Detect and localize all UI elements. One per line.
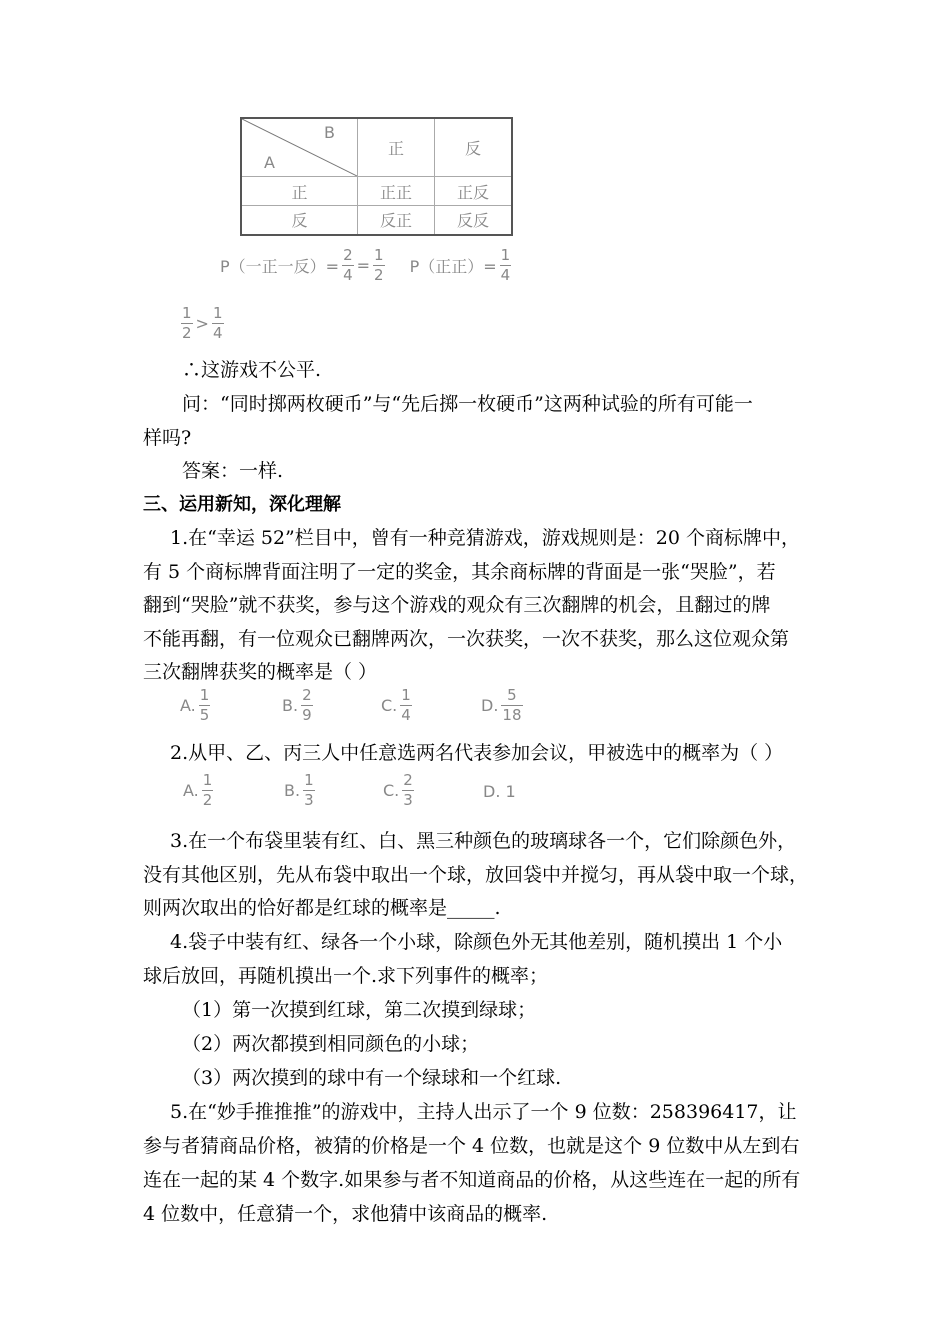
q1-choice-d: D. $\frac{5}{18}$ xyxy=(481,686,522,724)
q1-line: 三次翻牌获奖的概率是（ ） xyxy=(143,661,378,683)
q5-line: 参与者猜商品价格，被猜的价格是一个 4 位数，也就是这个 9 位数中从左到右 xyxy=(143,1135,800,1157)
p2-label: P（正正）= xyxy=(409,257,497,276)
q4-subitem: （2）两次都摸到相同颜色的小球； xyxy=(182,1033,480,1055)
q5-line: 4 位数中，任意猜一个，求他猜中该商品的概率. xyxy=(143,1203,548,1225)
table-cell: 正正 xyxy=(358,177,435,206)
q4-line: 4.袋子中装有红、绿各一个小球，除颜色外无其他差别，随机摸出 1 个小 xyxy=(170,931,783,953)
q3-line: 3.在一个布袋里装有红、白、黑三种颜色的玻璃球各一个，它们除颜色外， xyxy=(170,830,797,852)
q5-line: 5.在“妙手推推推”的游戏中，主持人出示了一个 9 位数：258396417，让 xyxy=(170,1101,797,1123)
q2-choice-c: C. $\frac{2}{3}$ xyxy=(383,771,413,809)
q1-line: 翻到“哭脸”就不获奖，参与这个游戏的观众有三次翻牌的机会，且翻过的牌 xyxy=(143,594,771,616)
fraction: $\frac{1}{2}$ xyxy=(182,304,192,342)
p1-label: P（一正一反）= xyxy=(220,257,340,276)
comparison xyxy=(178,306,227,341)
fraction: $\frac{1}{4}$ xyxy=(500,246,511,284)
probability-line xyxy=(220,248,514,283)
table-row xyxy=(241,206,512,235)
table-row-label: 正 xyxy=(241,177,358,206)
table-row xyxy=(241,177,512,206)
answer: 答案：一样. xyxy=(182,460,284,482)
equals-sign: = xyxy=(356,256,371,275)
table-corner-cell xyxy=(241,118,358,177)
q2-choice-d: D. 1 xyxy=(483,782,516,801)
q1-choice-a: A. $\frac{1}{5}$ xyxy=(180,686,210,724)
q1-choice-c: C. $\frac{1}{4}$ xyxy=(381,686,411,724)
corner-label-a: A xyxy=(264,153,275,172)
q1-line: 不能再翻，有一位观众已翻牌两次，一次获奖，一次不获奖，那么这位观众第 xyxy=(143,628,790,650)
table-col-header: 反 xyxy=(435,118,513,177)
conclusion: ∴这游戏不公平. xyxy=(182,359,322,381)
fraction: $\frac{2}{4}$ xyxy=(343,246,353,284)
q2-choice-b: B. $\frac{1}{3}$ xyxy=(284,771,314,809)
table-cell: 正反 xyxy=(435,177,513,206)
question-line: 样吗? xyxy=(143,427,192,449)
q5-line: 连在一起的某 4 个数字.如果参与者不知道商品的价格，从这些连在一起的所有 xyxy=(143,1169,801,1191)
q4-subitem: （1）第一次摸到红球，第二次摸到绿球； xyxy=(182,999,537,1021)
q1-line: 1.在“幸运 52”栏目中，曾有一种竞猜游戏，游戏规则是：20 个商标牌中， xyxy=(170,527,800,549)
table-cell: 反正 xyxy=(358,206,435,235)
q4-line: 球后放回，再随机摸出一个.求下列事件的概率； xyxy=(143,965,549,987)
table-cell: 反反 xyxy=(435,206,513,235)
table-col-header: 正 xyxy=(358,118,435,177)
q3-line: 没有其他区别，先从布袋中取出一个球，放回袋中并搅匀，再从袋中取一个球， xyxy=(143,864,809,886)
corner-label-b: B xyxy=(324,123,335,142)
q1-line: 有 5 个商标牌背面注明了一定的奖金，其余商标牌的背面是一张“哭脸”，若 xyxy=(143,561,776,583)
table-row-label: 反 xyxy=(241,206,358,235)
question-line: 问：“同时掷两枚硬币”与“先后掷一枚硬币”这两种试验的所有可能一 xyxy=(182,393,753,415)
q3-line: 则两次取出的恰好都是红球的概率是_____. xyxy=(143,897,501,919)
fraction: $\frac{1}{2}$ xyxy=(374,246,384,284)
fraction: $\frac{1}{4}$ xyxy=(212,304,223,342)
outcome-table xyxy=(240,117,513,236)
q2-choice-a: A. $\frac{1}{2}$ xyxy=(183,771,213,809)
q2-line: 2.从甲、乙、丙三人中任意选两名代表参加会议，甲被选中的概率为（ ） xyxy=(170,742,784,764)
q4-subitem: （3）两次摸到的球中有一个绿球和一个红球. xyxy=(182,1067,562,1089)
greater-sign: > xyxy=(195,314,209,333)
diagonal-line xyxy=(242,119,357,176)
q1-choice-b: B. $\frac{2}{9}$ xyxy=(282,686,312,724)
section-heading: 三、运用新知，深化理解 xyxy=(143,494,341,515)
